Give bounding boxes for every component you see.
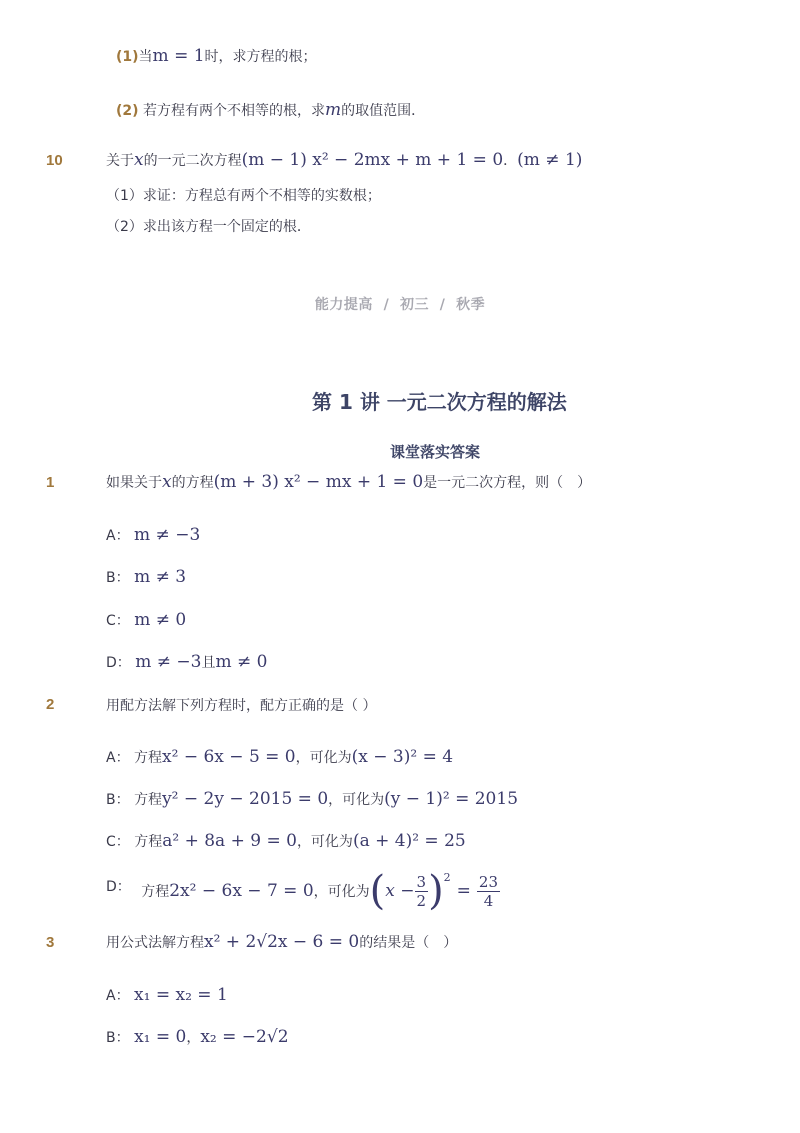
q2-option-d[interactable] — [106, 868, 500, 914]
q3-equation: x² + 2√2x − 6 = 0 — [204, 932, 360, 952]
q2-number: 2 — [46, 696, 55, 713]
q2-option-a-eq: x² − 6x − 5 = 0 — [162, 747, 296, 767]
q3-option-b-math-a: x₁ = 0 — [134, 1027, 187, 1047]
fraction-numerator: 3 — [416, 872, 427, 891]
q3-option-a-math: x₁ = x₂ = 1 — [134, 985, 228, 1005]
q3-option-a-label: A： — [106, 988, 130, 1004]
prev-sub1-num: (1) — [116, 49, 139, 65]
q2-option-b-label: B： — [106, 792, 130, 808]
q1-option-c-math: m ≠ 0 — [134, 610, 187, 630]
q1-equation: (m + 3) x² − mx + 1 = 0 — [213, 472, 424, 492]
page-footer: 能力提高 / 初三 / 秋季 — [314, 297, 486, 313]
square-exponent: 2 — [443, 870, 451, 884]
q2-option-a-mid: ，可化为 — [295, 750, 352, 766]
q1-option-d-math-b: m ≠ 0 — [215, 652, 268, 672]
prev-sub1 — [116, 46, 317, 66]
prev-sub2-math: m — [325, 100, 342, 120]
q2-option-c-res: (a + 4)² = 25 — [352, 831, 466, 851]
q10-text-a: 关于 — [106, 153, 134, 169]
prev-sub2-num: (2) — [116, 103, 139, 119]
result-numerator: 23 — [478, 872, 499, 891]
q2-option-d-label: D： — [106, 879, 131, 895]
q2-option-b[interactable] — [106, 789, 518, 809]
q1-text-a: 如果关于 — [106, 475, 162, 491]
q1-var: x — [162, 472, 172, 492]
q3-option-b-label: B： — [106, 1030, 130, 1046]
q2-option-c-pre: 方程 — [134, 834, 163, 850]
q2-option-c[interactable] — [106, 831, 466, 851]
q10-part1: （1）求证：方程总有两个不相等的实数根； — [106, 188, 381, 204]
q10-number: 10 — [46, 152, 63, 169]
q3-option-a[interactable] — [106, 985, 228, 1005]
lesson-title: 第 1 讲 一元二次方程的解法 — [312, 390, 567, 414]
prev-sub1-math: m = 1 — [152, 46, 205, 66]
q1-text-b: 的方程 — [171, 475, 214, 491]
q1-option-d-text: 且 — [201, 655, 216, 671]
fraction-denominator: 2 — [416, 891, 427, 910]
q1-option-b-math: m ≠ 3 — [134, 567, 187, 587]
prev-sub2-text-b: 的取值范围． — [341, 103, 426, 119]
q2-option-d-mid: ，可化为 — [313, 884, 370, 900]
q3-text-b: 的结果是（ ） — [359, 935, 458, 951]
q10-equation: (m − 1) x² − 2mx + m + 1 = 0 — [241, 150, 504, 170]
q2-stem: 用配方法解下列方程时，配方正确的是（ ） — [106, 698, 377, 714]
q2-option-d-res-eq: = — [456, 881, 471, 901]
result-denominator: 4 — [483, 891, 494, 910]
q2-option-a[interactable] — [106, 747, 453, 767]
q10-text-b: 的一元二次方程 — [143, 153, 242, 169]
q1-number: 1 — [46, 474, 55, 491]
q2-option-d-pre: 方程 — [141, 884, 170, 900]
q1-option-c-label: C： — [106, 613, 130, 629]
section-subtitle: 课堂落实答案 — [390, 443, 481, 461]
right-paren: ) — [428, 868, 444, 914]
q3-option-b-text: ， — [186, 1030, 201, 1046]
q1-stem — [106, 472, 591, 492]
q2-option-d-body — [141, 868, 500, 914]
q1-option-d-math-a: m ≠ −3 — [135, 652, 202, 672]
q2-option-d-fraction — [415, 873, 429, 910]
q1-option-b-label: B： — [106, 570, 130, 586]
q10-var: x — [134, 150, 144, 170]
q2-option-b-res: (y − 1)² = 2015 — [384, 789, 519, 809]
q2-option-a-res: (x − 3)² = 4 — [351, 747, 454, 767]
q1-option-c[interactable] — [106, 610, 186, 630]
q1-text-c: 是一元二次方程，则（ ） — [423, 475, 592, 491]
q2-option-b-mid: ，可化为 — [328, 792, 385, 808]
q2-option-a-label: A： — [106, 750, 130, 766]
q2-option-c-mid: ，可化为 — [296, 834, 353, 850]
q3-option-b[interactable] — [106, 1027, 289, 1047]
q1-option-b[interactable] — [106, 567, 186, 587]
prev-sub1-text-b: 时，求方程的根； — [204, 49, 317, 65]
prev-sub2-text-a: 若方程有两个不相等的根，求 — [143, 103, 325, 119]
q10-part2: （2）求出该方程一个固定的根． — [106, 219, 311, 235]
q10-text-c: ． — [503, 153, 518, 169]
left-paren: ( — [369, 868, 386, 914]
q10-condition: (m ≠ 1) — [517, 150, 583, 170]
q2-option-b-pre: 方程 — [134, 792, 163, 808]
q2-option-d-result-fraction — [477, 873, 500, 910]
q3-number: 3 — [46, 934, 55, 951]
q2-option-a-pre: 方程 — [134, 750, 163, 766]
q2-option-d-res-x: x − — [385, 881, 415, 901]
q1-option-a-math: m ≠ −3 — [134, 525, 201, 545]
q2-option-c-label: C： — [106, 834, 130, 850]
q3-stem — [106, 932, 457, 952]
q2-option-d-eq: 2x² − 6x − 7 = 0 — [169, 881, 314, 901]
q1-option-a-label: A： — [106, 528, 130, 544]
q1-option-a[interactable] — [106, 525, 200, 545]
q1-option-d[interactable] — [106, 652, 267, 672]
q2-option-c-eq: a² + 8a + 9 = 0 — [162, 831, 297, 851]
q10-stem — [106, 150, 582, 170]
prev-sub1-text-a: 当 — [138, 49, 153, 65]
q3-option-b-math-b: x₂ = −2√2 — [200, 1027, 289, 1047]
prev-sub2 — [116, 100, 425, 120]
q2-option-b-eq: y² − 2y − 2015 = 0 — [162, 789, 329, 809]
q3-text-a: 用公式法解方程 — [106, 935, 204, 951]
q1-option-d-label: D： — [106, 655, 131, 671]
